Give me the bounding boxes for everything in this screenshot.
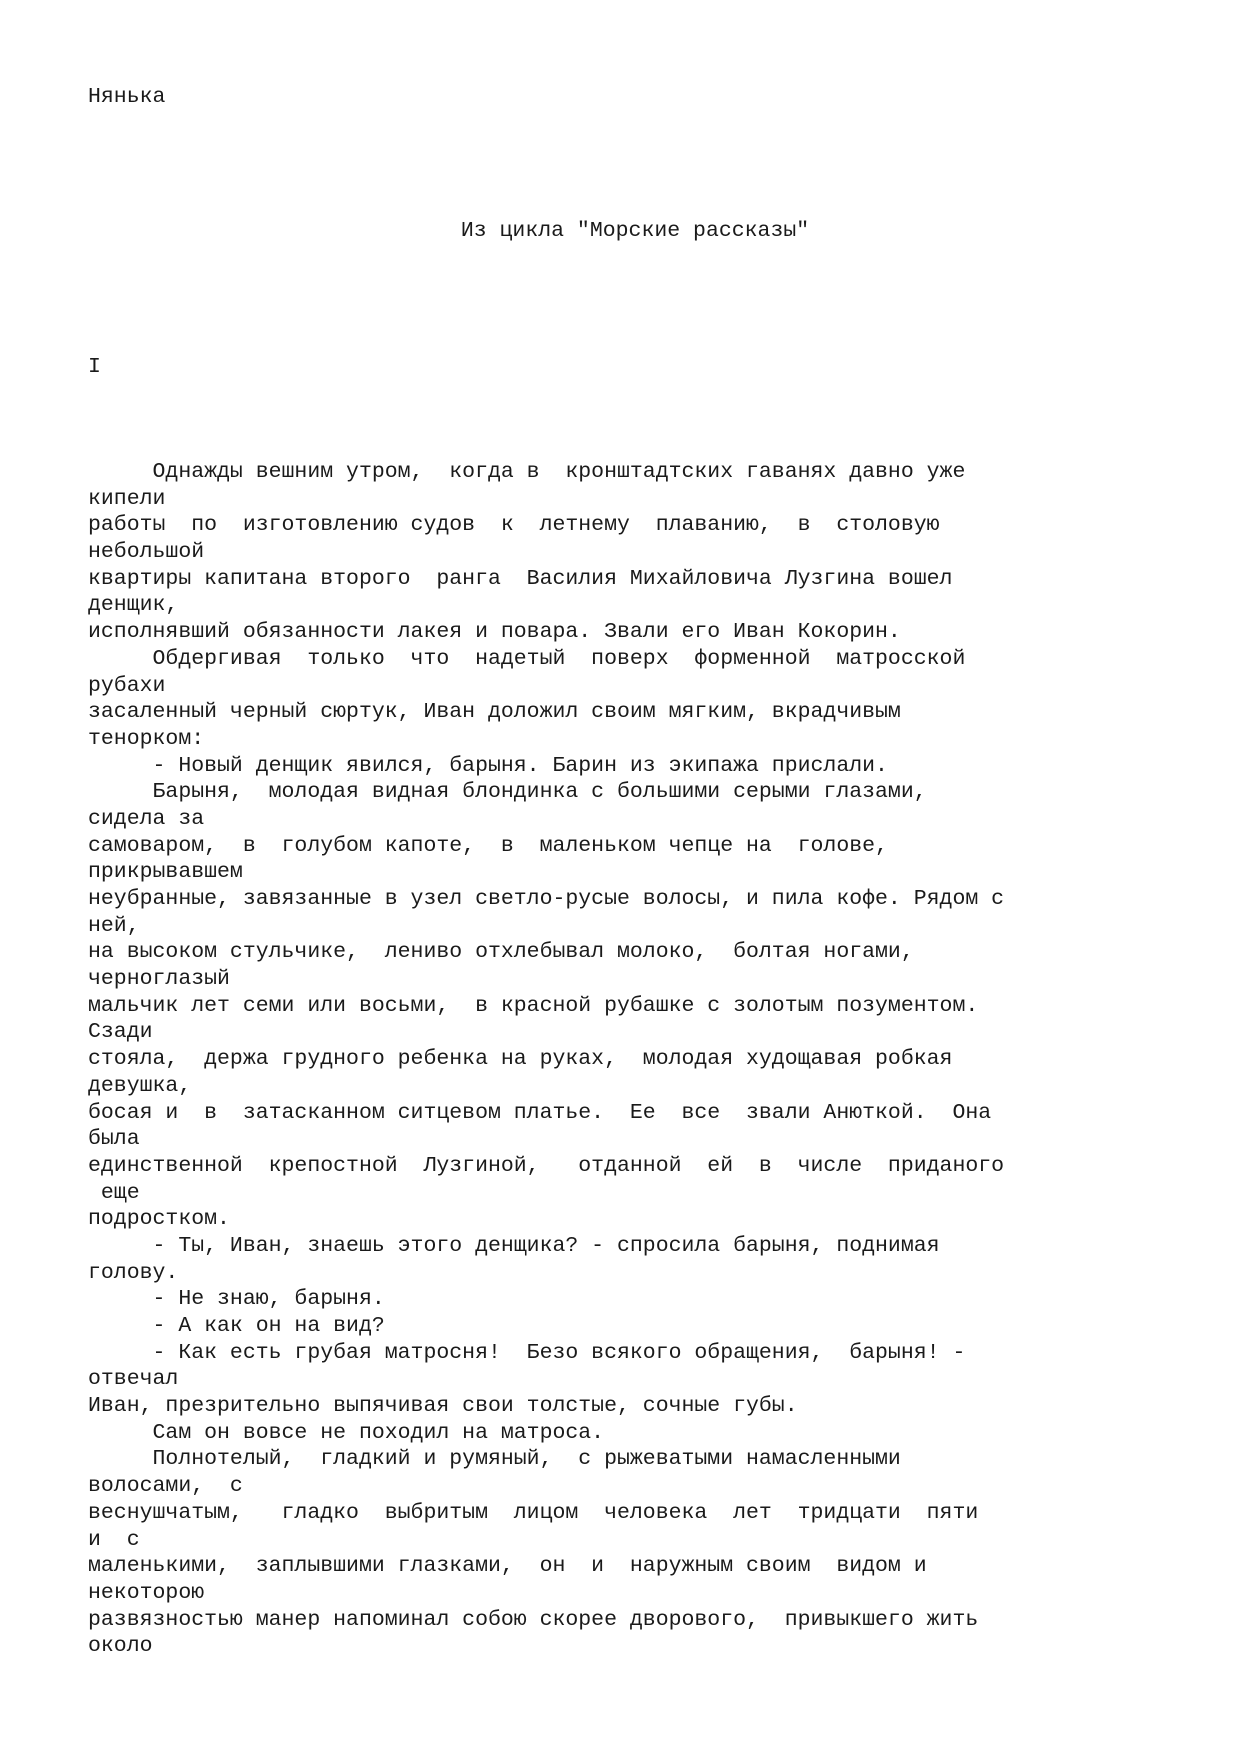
text-line: босая и в затасканном ситцевом платье. Ее все звали Анюткой. Она — [88, 1100, 992, 1125]
text-line: была — [88, 1127, 140, 1152]
text-line: сидела за — [88, 806, 205, 831]
text-line: голову. — [88, 1260, 179, 1285]
text-line: Обдергивая только что надетый поверх форменной матросской — [88, 646, 966, 671]
text-line: подростком. — [88, 1207, 230, 1232]
text-line: кипели — [88, 486, 166, 511]
text-line: самоваром, в голубом капоте, в маленьком чепце на голове, — [88, 833, 888, 858]
text-line: Однажды вешним утром, когда в кронштадтских гаванях давно уже — [88, 460, 966, 484]
text-line: единственной крепостной Лузгиной, отданной ей в числе приданого — [88, 1153, 1005, 1178]
text-line: Барыня, молодая видная блондинка с большими серыми глазами, — [88, 780, 927, 805]
text-line: небольшой — [88, 540, 205, 565]
text-line: - Новый денщик явился, барыня. Барин из экипажа прислали. — [88, 753, 888, 778]
text-line: около — [88, 1634, 153, 1659]
text-line: волосами, с — [88, 1474, 243, 1499]
story-body — [88, 459, 1004, 1660]
text-line: - Не знаю, барыня. — [88, 1287, 385, 1312]
text-line: - Ты, Иван, знаешь этого денщика? - спросила барыня, поднимая — [88, 1233, 940, 1258]
text-line: девушка, — [88, 1073, 192, 1098]
text-line: стояла, держа грудного ребенка на руках, молодая худощавая робкая — [88, 1047, 953, 1072]
story-title: Нянька — [88, 85, 166, 109]
text-line: засаленный черный сюртук, Иван доложил своим мягким, вкрадчивым — [88, 700, 901, 725]
text-line: квартиры капитана второго ранга Василия Михайловича Лузгина вошел — [88, 566, 953, 591]
text-line: - А как он на вид? — [88, 1314, 385, 1338]
text-line: веснушчатым, гладко выбритым лицом человека лет тридцати пяти — [88, 1500, 979, 1525]
text-line: ней, — [88, 913, 140, 938]
text-line: работы по изготовлению судов к летнему плаванию, в столовую — [88, 513, 940, 538]
text-line: еще — [88, 1180, 140, 1205]
text-line: неубранные, завязанные в узел светло-русые волосы, и пила кофе. Рядом с — [88, 887, 1005, 911]
text-line: рубахи — [88, 673, 166, 698]
text-line: Сам он вовсе не походил на матроса. — [88, 1420, 605, 1445]
text-line: черноглазый — [88, 967, 230, 992]
text-line: развязностью манер напоминал собою скорее дворового, привыкшего жить — [88, 1607, 979, 1632]
text-line: некоторою — [88, 1580, 205, 1605]
text-line: прикрывавшем — [88, 860, 243, 885]
text-line: Иван, презрительно выпячивая свои толстые, сочные губы. — [88, 1394, 798, 1419]
text-line: и с — [88, 1527, 140, 1552]
chapter-heading: I — [88, 355, 101, 379]
text-line: отвечал — [88, 1367, 179, 1392]
text-line: - Как есть грубая матросня! Безо всякого обращения, барыня! - — [88, 1340, 966, 1365]
text-line: тенорком: — [88, 726, 205, 751]
text-line: денщик, — [88, 593, 179, 618]
text-line: исполнявший обязанности лакея и повара. Звали его Иван Кокорин. — [88, 620, 901, 645]
text-line: мальчик лет семи или восьми, в красной рубашке с золотым позументом. — [88, 993, 979, 1018]
text-line: на высоком стульчике, лениво отхлебывал молоко, болтая ногами, — [88, 940, 914, 965]
text-line: маленькими, заплывшими глазками, он и наружным своим видом и — [88, 1554, 927, 1579]
story-subtitle: Из цикла "Морские рассказы" — [460, 219, 810, 243]
text-line: Сзади — [88, 1020, 153, 1045]
text-line: Полнотелый, гладкий и румяный, с рыжеватыми намасленными — [88, 1447, 901, 1472]
